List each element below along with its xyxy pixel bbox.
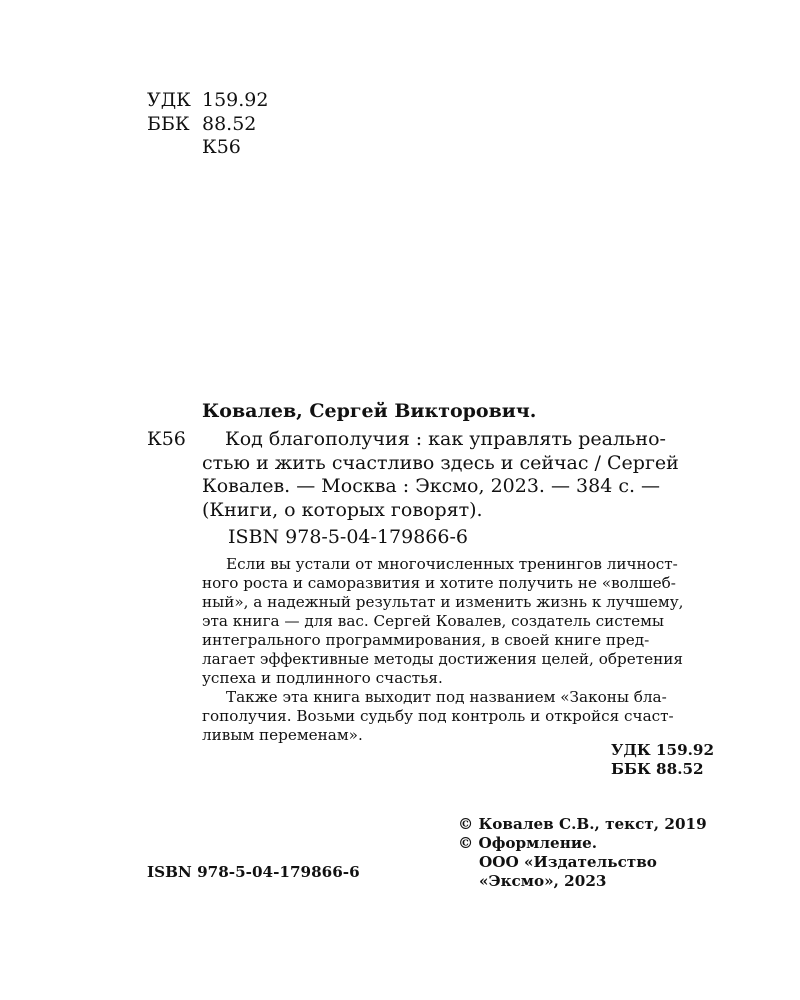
annotation-p1-line-7: успеха и подлинного счастья. <box>202 669 443 687</box>
copyright-line-3: ООО «Издательство <box>479 853 657 871</box>
annotation-p1-line-1: Если вы устали от многочисленных тренингов личност- <box>226 555 678 573</box>
annotation-p2-line-1: Также эта книга выходит под названием «Законы бла- <box>226 688 667 706</box>
bottom-bbk: ББК 88.52 <box>611 760 704 778</box>
annotation-p1-line-6: лагает эффективные методы достижения целей, обретения <box>202 650 683 668</box>
author-mark: К56 <box>202 136 241 158</box>
bbk-label: ББК <box>147 112 190 135</box>
udk-line <box>147 89 268 113</box>
annotation-p1-line-2: ного роста и саморазвития и хотите получить не «волшеб- <box>202 574 676 592</box>
bbk-value: 88.52 <box>202 112 257 135</box>
annotation-p2-line-3: ливым переменам». <box>202 726 363 744</box>
catalog-desc-line-2: стью и жить счастливо здесь и сейчас / Сергей <box>202 451 679 474</box>
catalog-desc-line-1: Код благополучия : как управлять реально- <box>225 428 666 450</box>
annotation-p1-line-5: интегрального программирования, в своей книге пред- <box>202 631 650 649</box>
catalog-desc-line-3: Ковалев. — Москва : Эксмо, 2023. — 384 с. — <box>202 475 661 497</box>
bbk-line <box>147 113 256 137</box>
annotation-p1-line-3: ный», а надежный результат и изменить жизнь к лучшему, <box>202 593 684 611</box>
annotation-p2-line-2: гополучия. Возьми судьбу под контроль и откройся счаст- <box>202 707 674 725</box>
catalog-mark: К56 <box>147 428 186 450</box>
catalog-author: Ковалев, Сергей Викторович. <box>202 400 537 422</box>
catalog-desc-line-4: (Книги, о которых говорят). <box>202 498 483 521</box>
catalog-isbn: ISBN 978-5-04-179866-6 <box>228 526 468 548</box>
annotation-p1-line-4: эта книга — для вас. Сергей Ковалев, создатель системы <box>202 612 665 630</box>
copyright-line-4: «Эксмо», 2023 <box>479 872 607 890</box>
bottom-udk: УДК 159.92 <box>611 741 715 759</box>
copyright-line-1: © Ковалев С.В., текст, 2019 <box>458 815 707 833</box>
footer-isbn: ISBN 978-5-04-179866-6 <box>147 863 360 881</box>
udk-value: 159.92 <box>202 89 269 111</box>
copyright-line-2: © Оформление. <box>458 834 598 852</box>
udk-label: УДК <box>147 89 191 111</box>
